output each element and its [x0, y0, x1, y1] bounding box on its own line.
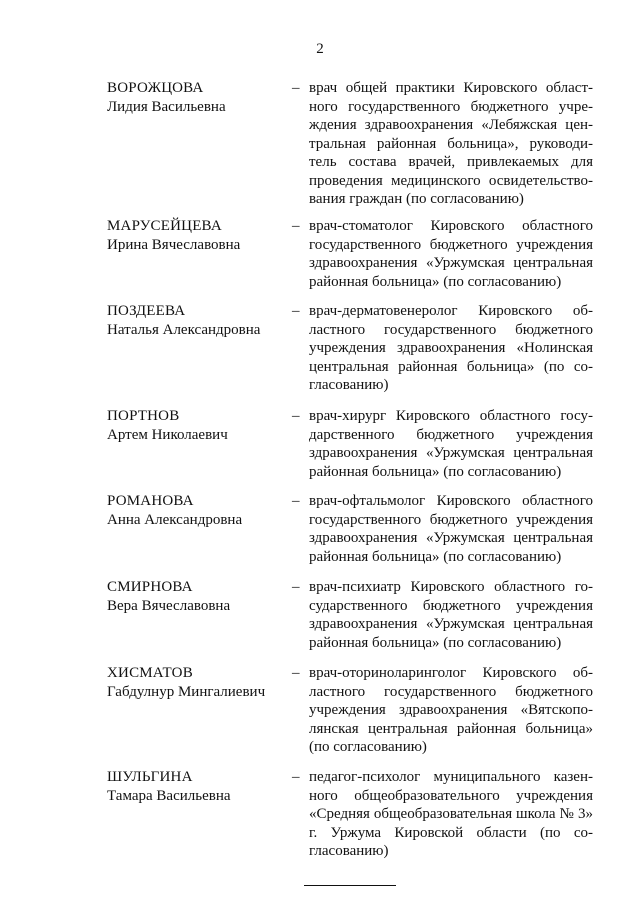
member-name: [107, 79, 287, 116]
member-description: врач-хирург Кировского областного государственного бюджетного учреждения здравоохранения «Уржумская центральная районная больница» (по согласованию): [309, 408, 593, 480]
member-surname: ПОРТНОВ: [107, 408, 180, 424]
member-surname: РОМАНОВА: [107, 493, 194, 509]
member-given-names: Тамара Васильевна: [107, 787, 231, 804]
member-surname: ХИСМАТОВ: [107, 665, 193, 681]
member-given-names: Ирина Вячеславовна: [107, 236, 241, 253]
member-surname: СМИРНОВА: [107, 579, 193, 595]
member-name: [107, 768, 287, 805]
page-number: 2: [316, 41, 324, 57]
member-given-names: Наталья Александровна: [107, 321, 261, 338]
member-name: [107, 217, 287, 254]
member-description: врач-стоматолог Кировского областного государственного бюджетного учреждения здравоохранения «Уржумская центральная районная больница» (по согласованию): [309, 218, 593, 290]
member-given-names: Лидия Васильевна: [107, 98, 226, 115]
member-description: врач-психиатр Кировского областного государственного бюджетного учреждения здравоохранения «Уржумская центральная районная больница» (по согласованию): [309, 579, 593, 651]
dash-separator: –: [292, 218, 300, 234]
footer-rule: [304, 885, 396, 886]
member-description: врач-оториноларинголог Кировского областного государственного бюджетного учреждения здравоохранения «Вятскополянская центральная районная больница» (по согласованию): [309, 665, 593, 755]
member-given-names: Артем Николаевич: [107, 426, 228, 443]
dash-separator: –: [292, 769, 300, 785]
member-description: врач-дерматовенеролог Кировского областного государственного бюджетного учреждения здравоохранения «Нолинская центральная районная больница» (по согласованию): [309, 303, 593, 393]
member-description: врач-офтальмолог Кировского областного государственного бюджетного учреждения здравоохранения «Уржумская центральная районная больница» (по согласованию): [309, 493, 593, 565]
dash-separator: –: [292, 408, 300, 424]
member-name: [107, 664, 287, 701]
dash-separator: –: [292, 665, 300, 681]
member-surname: МАРУСЕЙЦЕВА: [107, 218, 222, 234]
member-surname: ВОРОЖЦОВА: [107, 80, 204, 96]
member-name: [107, 407, 287, 444]
member-name: [107, 492, 287, 529]
member-given-names: Габдулнур Мингалиевич: [107, 683, 266, 700]
dash-separator: –: [292, 493, 300, 509]
dash-separator: –: [292, 579, 300, 595]
member-given-names: Анна Александровна: [107, 511, 243, 528]
dash-separator: –: [292, 80, 300, 96]
dash-separator: –: [292, 303, 300, 319]
member-name: [107, 578, 287, 615]
member-description: педагог-психолог муниципального казенного общеобразовательного учреждения «Средняя общеобразовательная школа № 3» г. Уржума Кировской области (по согласованию): [309, 769, 593, 859]
member-description: врач общей практики Кировского областного государственного бюджетного учреждения здравоохранения «Лебяжская центральная районная больница», руководитель состава врачей, привлекаемых для проведения медицинского освидетельствования граждан (по согласованию): [309, 80, 593, 207]
member-name: [107, 302, 287, 339]
member-given-names: Вера Вячеславовна: [107, 597, 231, 614]
member-surname: ПОЗДЕЕВА: [107, 303, 186, 319]
member-surname: ШУЛЬГИНА: [107, 769, 193, 785]
